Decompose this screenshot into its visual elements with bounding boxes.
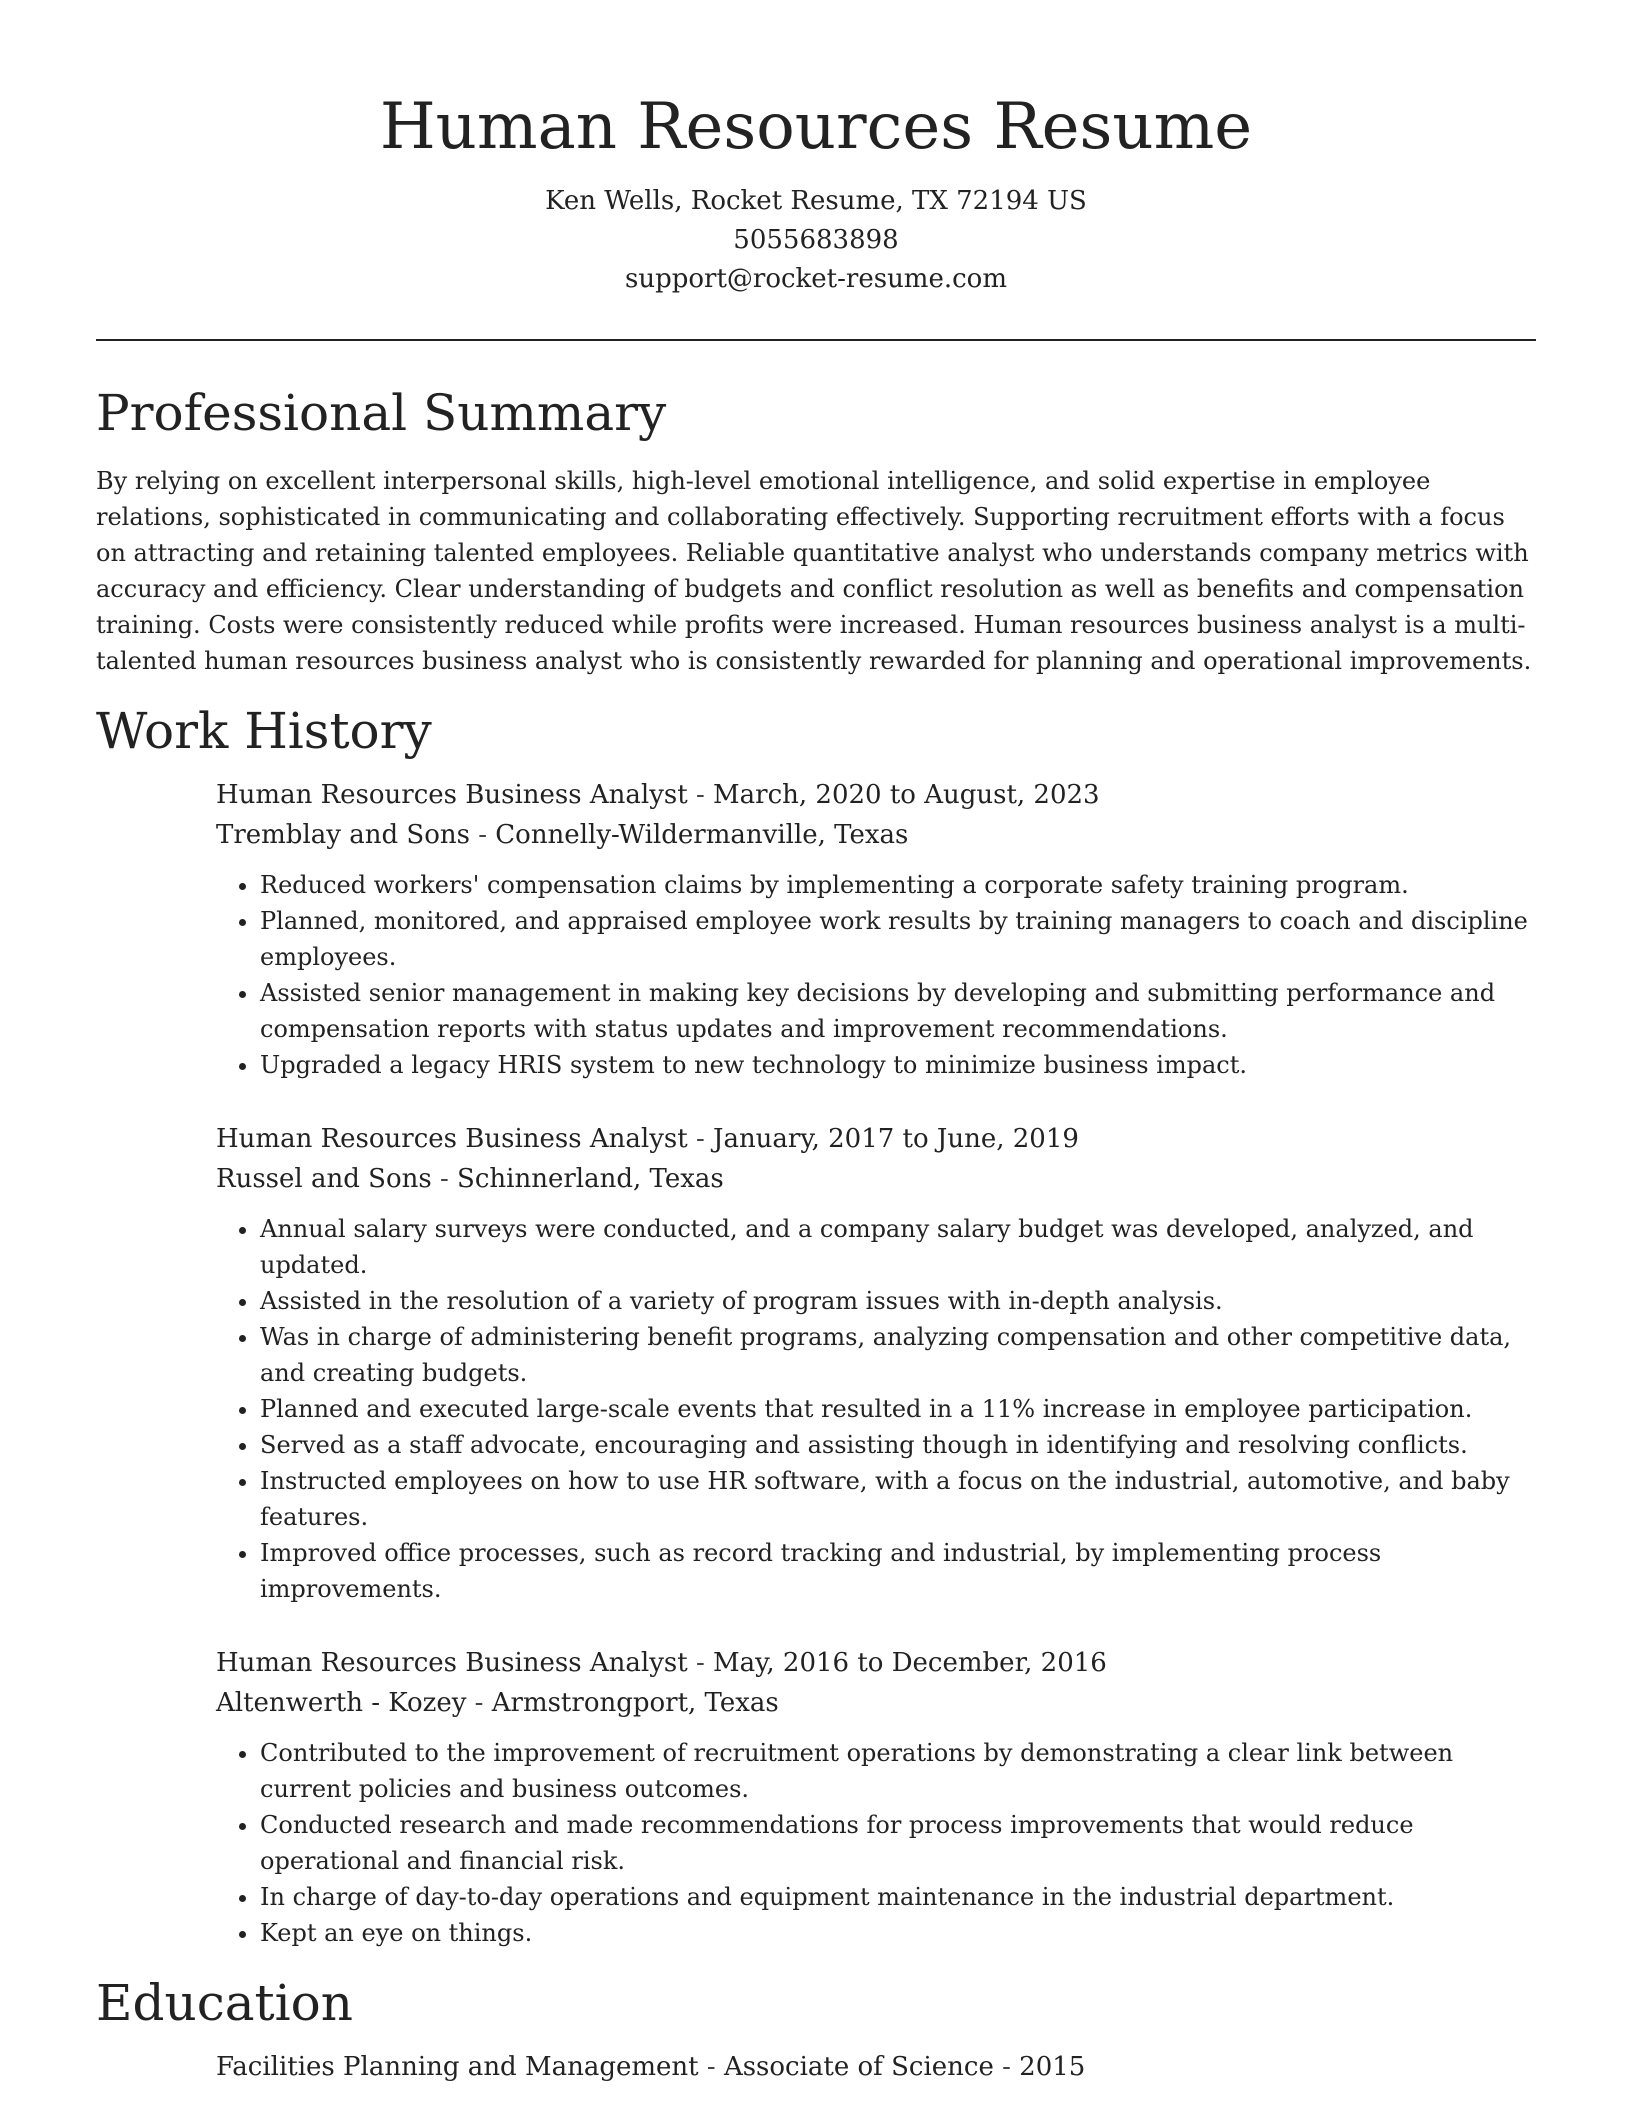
job-title: Human Resources Business Analyst	[216, 780, 688, 810]
contact-block	[96, 182, 1536, 299]
contact-phone: 5055683898	[733, 225, 899, 255]
job-entry	[216, 1643, 1536, 1951]
job-bullets	[216, 867, 1536, 1083]
job-bullet: • Contributed to the improvement of recruitment operations by demonstrating a clear link between current policies and business outcomes.	[260, 1735, 1536, 1807]
job-bullet: • Served as a staff advocate, encouraging and assisting though in identifying and resolving conflicts.	[260, 1427, 1536, 1463]
education-field: Facilities Planning and Management	[216, 2052, 699, 2082]
job-bullet: • Was in charge of administering benefit programs, analyzing compensation and other competitive data, and creating budgets.	[260, 1319, 1536, 1391]
header-divider	[96, 339, 1536, 341]
job-company: Tremblay and Sons	[216, 820, 470, 850]
job-dates: January, 2017 to June, 2019	[713, 1124, 1079, 1154]
job-bullet: • Assisted senior management in making key decisions by developing and submitting performance and compensation reports with status updates and improvement recommendations.	[260, 975, 1536, 1047]
job-entry	[216, 1119, 1536, 1607]
job-company: Russel and Sons	[216, 1164, 432, 1194]
job-dates: March, 2020 to August, 2023	[713, 780, 1100, 810]
job-bullet: • In charge of day-to-day operations and equipment maintenance in the industrial department.	[260, 1879, 1536, 1915]
job-bullet: • Planned and executed large-scale events that resulted in a 11% increase in employee participation.	[260, 1391, 1536, 1427]
separator: -	[687, 780, 714, 810]
education-line	[216, 2047, 1536, 2087]
job-bullet: • Upgraded a legacy HRIS system to new technology to minimize business impact.	[260, 1047, 1536, 1083]
job-title-line	[216, 1643, 1536, 1683]
job-location: Connelly-Wildermanville, Texas	[495, 820, 909, 850]
resume-title: Human Resources Resume	[379, 90, 1253, 164]
separator: -	[466, 1688, 492, 1718]
job-title: Human Resources Business Analyst	[216, 1648, 688, 1678]
job-bullets	[216, 1211, 1536, 1607]
job-bullet: • Assisted in the resolution of a variety of program issues with in-depth analysis.	[260, 1283, 1536, 1319]
separator: -	[687, 1648, 714, 1678]
separator: -	[431, 1164, 458, 1194]
resume-page	[96, 0, 1536, 2087]
contact-email: support@rocket-resume.com	[624, 264, 1007, 294]
job-bullet: • Improved office processes, such as record tracking and industrial, by implementing process improvements.	[260, 1535, 1536, 1607]
resume-header	[96, 0, 1536, 299]
education-degree: Associate of Science	[723, 2052, 994, 2082]
separator: -	[687, 1124, 714, 1154]
education-section	[96, 1973, 1536, 2087]
separator: -	[698, 2052, 724, 2082]
job-bullet: • Annual salary surveys were conducted, and a company salary budget was developed, analyzed, and updated.	[260, 1211, 1536, 1283]
job-company-line	[216, 815, 1536, 855]
job-title-line	[216, 1119, 1536, 1159]
job-title-line	[216, 775, 1536, 815]
education-year: 2015	[1019, 2052, 1086, 2082]
job-bullet: • Conducted research and made recommendations for process improvements that would reduce operational and financial risk.	[260, 1807, 1536, 1879]
job-bullet: • Planned, monitored, and appraised employee work results by training managers to coach and discipline employees.	[260, 903, 1536, 975]
separator: -	[469, 820, 496, 850]
job-company-line	[216, 1683, 1536, 1723]
job-location: Schinnerland, Texas	[457, 1164, 724, 1194]
summary-text: By relying on excellent interpersonal skills, high-level emotional intelligence, and solid expertise in employee relations, sophisticated in communicating and collaborating effectively. Supporting recruitment efforts with a focus on attracting and retaining talented employees. Reliable quantitative analyst who understands company metrics with accuracy and efficiency. Clear understanding of budgets and conflict resolution as well as benefits and compensation training. Costs were consistently reduced while profits were increased. Human resources business analyst is a multi-talented human resources business analyst who is consistently rewarded for planning and operational improvements.	[96, 467, 1532, 675]
job-title: Human Resources Business Analyst	[216, 1124, 688, 1154]
work-history-section	[96, 701, 1536, 1951]
summary-section	[96, 383, 1536, 679]
contact-address: Ken Wells, Rocket Resume, TX 72194 US	[545, 186, 1087, 216]
job-company-line	[216, 1159, 1536, 1199]
education-entry	[216, 2047, 1536, 2087]
job-entry	[216, 775, 1536, 1083]
job-company: Altenwerth - Kozey	[216, 1688, 467, 1718]
job-bullets	[216, 1735, 1536, 1951]
work-history-heading: Work History	[96, 702, 432, 760]
summary-heading: Professional Summary	[96, 384, 667, 442]
job-bullet: • Kept an eye on things.	[260, 1915, 1536, 1951]
job-bullet: • Reduced workers' compensation claims by implementing a corporate safety training program.	[260, 867, 1536, 903]
job-location: Armstrongport, Texas	[491, 1688, 779, 1718]
job-dates: May, 2016 to December, 2016	[713, 1648, 1107, 1678]
education-heading: Education	[96, 1974, 353, 2032]
job-bullet: • Instructed employees on how to use HR software, with a focus on the industrial, automotive, and baby features.	[260, 1463, 1536, 1535]
separator: -	[993, 2052, 1020, 2082]
